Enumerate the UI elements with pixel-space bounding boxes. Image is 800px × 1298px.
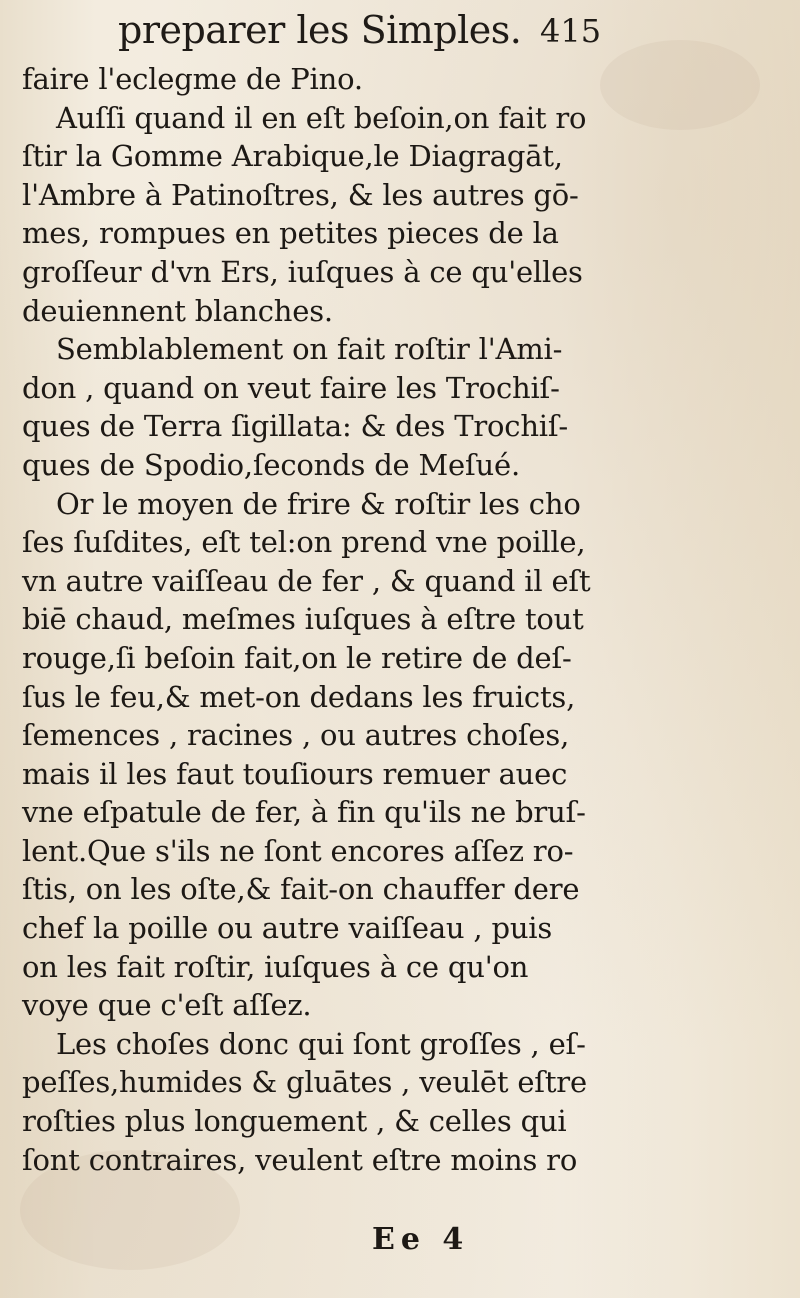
text-line: on les fait roſtir, iuſques à ce qu'on xyxy=(22,949,529,984)
text-line: groſſeur d'vn Ers, iuſques à ce qu'elles xyxy=(22,254,583,289)
text-line: Or le moyen de frire & roſtir les cho xyxy=(56,486,581,521)
text-line: don , quand on veut faire les Trochiſ- xyxy=(22,370,560,405)
text-line: rouge,ſi beſoin fait,on le retire de deſ- xyxy=(22,640,572,675)
text-line: mes, rompues en petites pieces de la xyxy=(22,216,559,251)
text-line: ſtir la Gomme Arabique,le Diagragāt, xyxy=(22,139,563,174)
text-line: ques de Terra ſigillata: & des Trochiſ- xyxy=(22,409,569,444)
text-line: vn autre vaiſſeau de fer , & quand il eſt xyxy=(22,563,591,598)
text-line: deuiennent blanches. xyxy=(22,293,333,328)
running-title: preparer les Simples. xyxy=(118,8,522,52)
text-line: ſemences , racines , ou autres choſes, xyxy=(22,718,570,753)
text-line: ſtis, on les oſte,& fait-on chauffer dere xyxy=(22,872,580,907)
text-line: peſſes,humides & gluātes , veulēt eſtre xyxy=(22,1065,587,1100)
text-line: vne eſpatule de fer, à fin qu'ils ne bruſ- xyxy=(22,795,586,830)
text-line: Les choſes donc qui ſont groſſes , eſ- xyxy=(56,1026,586,1061)
text-line: roſties plus longuement , & celles qui xyxy=(22,1104,567,1139)
text-line: voye que c'eſt aſſez. xyxy=(22,988,312,1023)
body-text xyxy=(22,60,782,1179)
text-line: faire l'eclegme de Pino. xyxy=(22,62,363,96)
signature-mark: Ee 4 xyxy=(372,1222,470,1257)
text-line: l'Ambre à Patinoſtres, & les autres gō- xyxy=(22,177,579,212)
text-line: mais il les faut touſiours remuer auec xyxy=(22,756,568,791)
text-line: ſus le feu,& met-on dedans les fruicts, xyxy=(22,679,576,714)
text-line: lent.Que s'ils ne ſont encores aſſez ro- xyxy=(22,833,574,868)
text-line: ques de Spodio,ſeconds de Meſué. xyxy=(22,447,520,482)
text-line: chef la poille ou autre vaiſſeau , puis xyxy=(22,911,553,946)
text-line: Semblablement on fait roſtir l'Ami- xyxy=(56,332,563,367)
text-line: ſes ſuſdites, eſt tel:on prend vne poille, xyxy=(22,525,586,560)
text-line: biē chaud, meſmes iuſques à eſtre tout xyxy=(22,602,584,637)
page-header xyxy=(0,8,800,56)
text-line: ſont contraires, veulent eſtre moins ro xyxy=(22,1142,578,1177)
page-number: 415 xyxy=(540,12,602,50)
text-line: Auſſi quand il en eſt beſoin,on fait ro xyxy=(56,100,587,135)
